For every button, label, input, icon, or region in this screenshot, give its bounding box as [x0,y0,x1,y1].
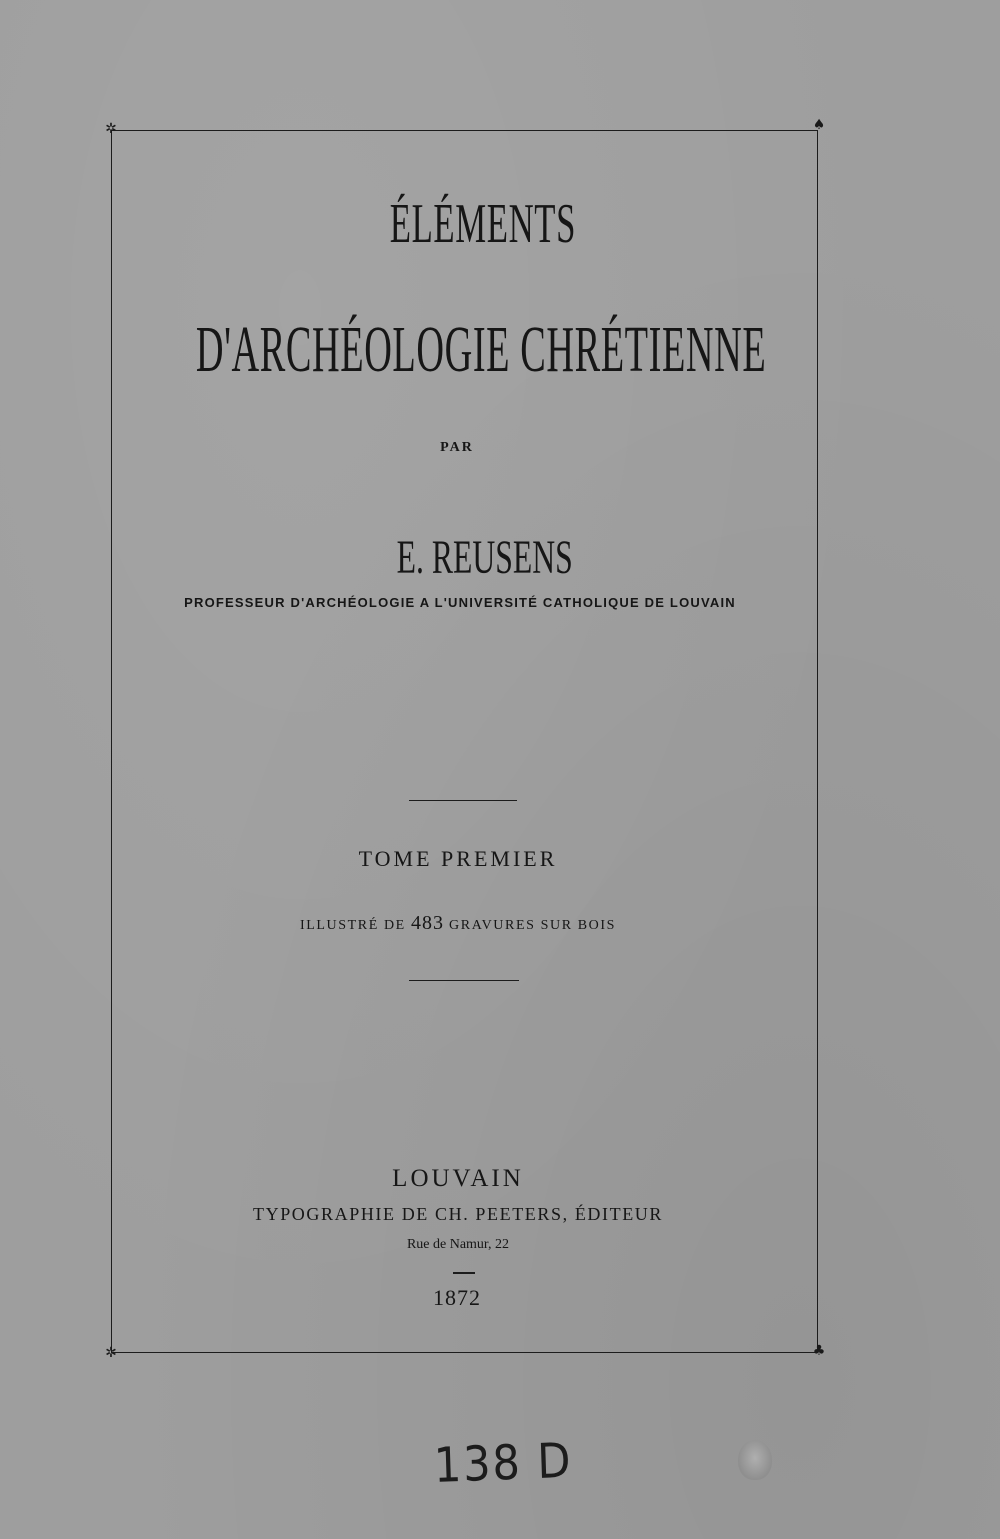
author-affiliation: PROFESSEUR D'ARCHÉOLOGIE A L'UNIVERSITÉ CATHOLIQUE DE LOUVAIN [184,595,736,610]
title-line-1: ÉLÉMENTS [389,193,577,255]
by-label: PAR [440,440,474,455]
divider-rule [409,980,519,981]
imprint-year: 1872 [433,1285,481,1310]
corner-fleuron-icon: ✲ [105,1345,117,1361]
title-line-2: D'ARCHÉOLOGIE CHRÉTIENNE [195,313,767,386]
author-name: E. REUSENS [396,531,573,584]
illustration-note [0,912,958,935]
imprint-city: LOUVAIN [392,1165,524,1192]
divider-rule [409,800,517,801]
volume-label: TOME PREMIER [358,846,558,871]
short-divider-rule [453,1272,475,1274]
illustrated-prefix: ILLUSTRÉ DE [299,918,406,933]
imprint-street: Rue de Namur, 22 [406,1237,510,1252]
illustrated-suffix: GRAVURES SUR BOIS [449,918,617,933]
corner-fleuron-icon: ♣ [812,1343,826,1359]
imprint-printer: TYPOGRAPHIE DE CH. PEETERS, ÉDITEUR [253,1204,663,1224]
handwritten-shelfmark: 138 D [433,1432,574,1494]
engravings-count: 483 [410,912,444,934]
corner-fleuron-icon: ✲ [105,121,117,137]
library-stamp-icon [738,1440,772,1480]
corner-fleuron-icon: ♠ [812,117,826,133]
